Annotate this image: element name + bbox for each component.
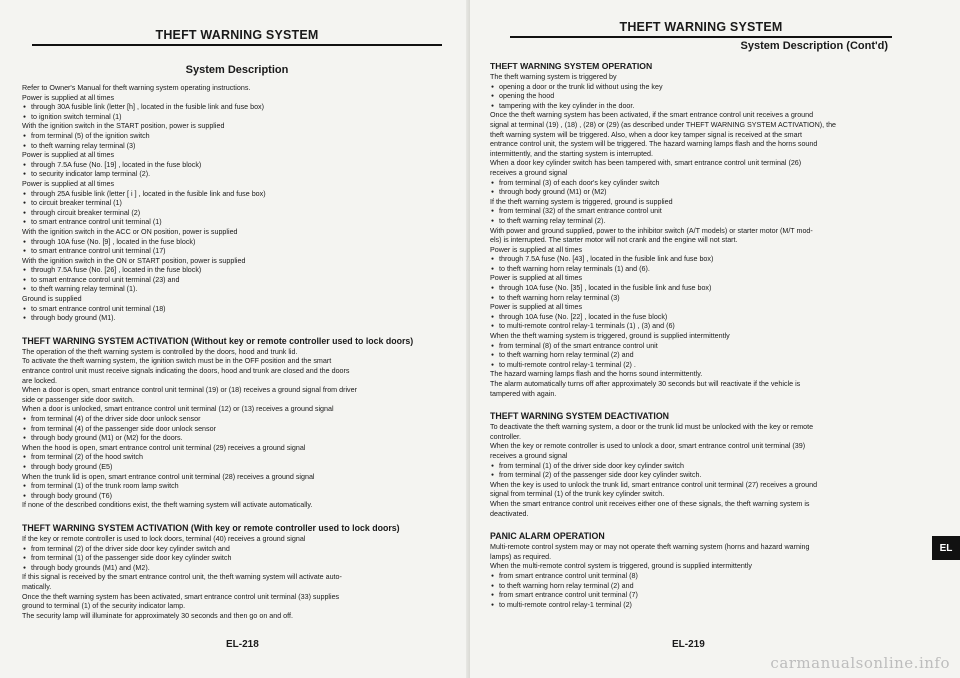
- activation-with-key-body: [22, 535, 452, 621]
- text-line: If the key or remote controller is used to lock doors, terminal (40) receives a ground signal: [22, 534, 306, 543]
- text-line: tampered with again.: [490, 389, 557, 398]
- bullet-line: ● through 7.5A fuse (No. [26] , located in the fuse block): [22, 266, 452, 276]
- bullet-line: ● to smart entrance control unit terminal (23) and: [22, 276, 452, 286]
- bullet-line: ● from smart entrance control unit terminal (8): [490, 572, 912, 582]
- text-line: The theft warning system is triggered by: [490, 73, 617, 81]
- text-line: entrance control unit must receive signals indicating the doors, hood and trunk are closed and the doors: [22, 367, 350, 376]
- text-line: If this signal is received by the smart entrance control unit, the theft warning system will activate auto-: [22, 573, 342, 582]
- text-line: controller.: [490, 432, 521, 441]
- text-line: With the ignition switch in the ON or START position, power is supplied: [22, 256, 246, 265]
- left-page-number: EL-218: [226, 639, 259, 650]
- bullet-line: ● through body ground (M1).: [22, 314, 452, 324]
- text-line: When the theft warning system is triggered, ground is supplied intermittently: [490, 332, 730, 341]
- panic-alarm-title: PANIC ALARM OPERATION: [490, 531, 605, 542]
- text-line: deactivated.: [490, 509, 529, 518]
- bullet-line: ● through body ground (M1) or (M2) for the doors.: [22, 434, 452, 444]
- text-line: ground to terminal (1) of the security indicator lamp.: [22, 602, 186, 611]
- bullet-line: ● from terminal (3) of each door's key cylinder switch: [490, 179, 912, 189]
- bullet-line: ● to theft warning horn relay terminal (3): [490, 294, 912, 304]
- right-page-subheader: System Description (Cont'd): [740, 40, 888, 52]
- bullet-line: ● through circuit breaker terminal (2): [22, 209, 452, 219]
- text-line: receives a ground signal: [490, 451, 568, 460]
- bullet-line: ● through body grounds (M1) and (M2).: [22, 564, 452, 574]
- bullet-line: ● to smart entrance control unit terminal (17): [22, 247, 452, 257]
- bullet-line: ● through body ground (M1) or (M2): [490, 188, 912, 198]
- text-line: The hazard warning lamps flash and the horns sound intermittently.: [490, 370, 703, 379]
- bullet-line: ● through 25A fusible link (letter [ i ] , located in the fusible link and fuse box): [22, 190, 452, 200]
- bullet-line: ● through 10A fuse (No. [22] , located in the fuse block): [490, 313, 912, 323]
- bullet-line: ● to multi-remote control relay-1 terminal (2): [490, 601, 912, 611]
- operation-title: THEFT WARNING SYSTEM OPERATION: [490, 61, 653, 71]
- text-line: Power is supplied at all times: [490, 303, 583, 312]
- intro-body: [22, 84, 452, 324]
- right-page-header: THEFT WARNING SYSTEM: [510, 20, 892, 38]
- text-line: If none of the described conditions exist, the theft warning system will activate automatically.: [22, 501, 313, 510]
- bullet-line: ● to ignition switch terminal (1): [22, 113, 452, 123]
- system-description-title: System Description: [185, 64, 289, 76]
- bullet-line: ● from terminal (4) of the passenger side door unlock sensor: [22, 425, 452, 435]
- text-line: When the smart entrance control unit receives either one of these signals, the theft warning system is: [490, 499, 810, 508]
- text-line: Ground is supplied: [22, 295, 82, 304]
- text-line: When the key is used to unlock the trunk lid, smart entrance control unit terminal (27) receives a ground: [490, 480, 818, 489]
- text-line: When a door is unlocked, smart entrance control unit terminal (12) or (13) receives a ground signal: [22, 405, 334, 414]
- bullet-line: ● from terminal (2) of the hood switch: [22, 453, 452, 463]
- text-line: signal from terminal (1) of the trunk key cylinder switch.: [490, 490, 665, 499]
- text-line: The alarm automatically turns off after approximately 30 seconds but will reactivate if the vehicle is: [490, 380, 801, 388]
- panic-alarm-body: [490, 543, 912, 610]
- bullet-line: ● from terminal (5) of the ignition switch: [22, 132, 452, 142]
- bullet-line: ● from terminal (32) of the smart entrance control unit: [490, 207, 912, 217]
- bullet-line: ● to theft warning relay terminal (3): [22, 142, 452, 152]
- bullet-line: ● from terminal (1) of the trunk room lamp switch: [22, 482, 452, 492]
- text-line: When a door key cylinder switch has been tampered with, smart entrance control unit terminal (26): [490, 159, 802, 168]
- operation-body: [490, 73, 912, 399]
- text-line: When a door is open, smart entrance control unit terminal (19) or (18) receives a ground signal from driver: [22, 386, 357, 395]
- text-line: When the key or remote controller is used to unlock a door, smart entrance control unit terminal (39): [490, 442, 806, 451]
- bullet-line: ● from terminal (1) of the passenger side door key cylinder switch: [22, 554, 452, 564]
- text-line: Once the theft warning system has been activated, smart entrance control unit terminal (33) supplies: [22, 592, 340, 601]
- text-line: To deactivate the theft warning system, a door or the trunk lid must be unlocked with the key or remote: [490, 423, 814, 432]
- text-line: When the trunk lid is open, smart entrance control unit terminal (28) receives a ground signal: [22, 472, 315, 481]
- bullet-line: ● through body ground (E5): [22, 463, 452, 473]
- text-line: signal at terminal (19) , (18) , (28) or (29) (as described under THEFT WARNING SYSTEM ACTIVATION), the: [490, 120, 837, 129]
- text-line: side or passenger side door switch.: [22, 395, 134, 404]
- text-line: Power is supplied at all times: [22, 151, 115, 160]
- bullet-line: ● from terminal (8) of the smart entrance control unit: [490, 342, 912, 352]
- text-line: Power is supplied at all times: [490, 245, 583, 254]
- bullet-line: ● to circuit breaker terminal (1): [22, 199, 452, 209]
- bullet-line: ● to multi-remote control relay-1 terminal (2) .: [490, 361, 912, 371]
- text-line: With the ignition switch in the ACC or ON position, power is supplied: [22, 227, 238, 236]
- text-line: When the multi-remote control system is triggered, ground is supplied intermittently: [490, 562, 752, 571]
- text-line: When the hood is open, smart entrance control unit terminal (29) receives a ground signal: [22, 443, 306, 452]
- text-line: Multi-remote control system may or may not operate theft warning system (horns and hazard warning: [490, 543, 810, 552]
- bullet-line: ● through 7.5A fuse (No. [43] , located in the fusible link and fuse box): [490, 255, 912, 265]
- text-line: If the theft warning system is triggered, ground is supplied: [490, 197, 673, 206]
- bullet-line: ● to theft warning horn relay terminal (2) and: [490, 351, 912, 361]
- right-page-number: EL-219: [672, 639, 705, 650]
- bullet-line: ● to smart entrance control unit terminal (1): [22, 218, 452, 228]
- bullet-line: ● from smart entrance control unit terminal (7): [490, 591, 912, 601]
- text-line: els) is interrupted. The starter motor will not crank and the engine will not start.: [490, 236, 738, 245]
- bullet-line: ● to theft warning horn relay terminals (1) and (6).: [490, 265, 912, 275]
- text-line: intermittently, and the starting system is interrupted.: [490, 149, 653, 158]
- text-line: theft warning system will be triggered. Also, when a door key tamper signal is received at the smart: [490, 130, 802, 139]
- text-line: receives a ground signal: [490, 168, 568, 177]
- bullet-line: ● to multi-remote control relay-1 terminals (1) , (3) and (6): [490, 322, 912, 332]
- text-line: With power and ground supplied, power to the inhibitor switch (A/T models) or starter motor (M/T mod-: [490, 226, 813, 235]
- bullet-line: ● to theft warning relay terminal (2).: [490, 217, 912, 227]
- deactivation-title: THEFT WARNING SYSTEM DEACTIVATION: [490, 411, 670, 422]
- bullet-line: ● from terminal (2) of the driver side door key cylinder switch and: [22, 545, 452, 555]
- section-edge-tab: EL: [932, 536, 960, 560]
- bullet-line: ● from terminal (2) of the passenger side door key cylinder switch.: [490, 471, 912, 481]
- bullet-line: ● opening a door or the trunk lid without using the key: [490, 83, 912, 93]
- bullet-line: ● through 10A fuse (No. [35] , located in the fusible link and fuse box): [490, 284, 912, 294]
- text-line: are locked.: [22, 376, 57, 385]
- text-line: Power is supplied at all times: [22, 179, 115, 188]
- bullet-line: ● tampering with the key cylinder in the door.: [490, 102, 912, 112]
- text-line: The operation of the theft warning system is controlled by the doors, hood and trunk lid.: [22, 347, 298, 356]
- text-line: entrance control unit, the system will be triggered. The hazard warning lamps flash and the horns sound: [490, 140, 818, 149]
- bullet-line: ● to theft warning relay terminal (1).: [22, 285, 452, 295]
- bullet-line: ● through 30A fusible link (letter [h] , located in the fusible link and fuse box): [22, 103, 452, 113]
- text-line: To activate the theft warning system, the ignition switch must be in the OFF position and the smart: [22, 357, 332, 366]
- bullet-line: ● to smart entrance control unit terminal (18): [22, 305, 452, 315]
- bullet-line: ● to theft warning horn relay terminal (2) and: [490, 582, 912, 592]
- text-line: matically.: [22, 582, 52, 591]
- right-page: [470, 0, 960, 678]
- text-line: The security lamp will illuminate for approximately 30 seconds and then go on and off.: [22, 611, 293, 620]
- text-line: With the ignition switch in the START position, power is supplied: [22, 122, 225, 131]
- bullet-line: ● to security indicator lamp terminal (2).: [22, 170, 452, 180]
- bullet-line: ● through body ground (T6): [22, 492, 452, 502]
- activation-without-key-title: THEFT WARNING SYSTEM ACTIVATION (Without key or remote controller used to lock doors): [22, 335, 414, 346]
- bullet-line: ● through 7.5A fuse (No. [19] , located in the fuse block): [22, 161, 452, 171]
- left-page: [0, 0, 470, 678]
- left-page-header: THEFT WARNING SYSTEM: [32, 28, 442, 46]
- text-line: lamps) as required.: [490, 552, 552, 561]
- text-line: Power is supplied at all times: [22, 93, 115, 102]
- text-line: Once the theft warning system has been activated, if the smart entrance control unit receives a ground: [490, 111, 814, 120]
- bullet-line: ● opening the hood: [490, 92, 912, 102]
- bullet-line: ● from terminal (1) of the driver side door key cylinder switch: [490, 462, 912, 472]
- bullet-line: ● through 10A fuse (No. [9] , located in the fuse block): [22, 238, 452, 248]
- bullet-line: ● from terminal (4) of the driver side door unlock sensor: [22, 415, 452, 425]
- watermark: carmanualsonline.info: [770, 654, 950, 672]
- text-line: Power is supplied at all times: [490, 274, 583, 283]
- activation-with-key-title: THEFT WARNING SYSTEM ACTIVATION (With key or remote controller used to lock doors): [22, 522, 400, 533]
- activation-without-key-body: [22, 348, 452, 511]
- text-line: Refer to Owner's Manual for theft warning system operating instructions.: [22, 84, 251, 92]
- deactivation-body: [490, 423, 912, 519]
